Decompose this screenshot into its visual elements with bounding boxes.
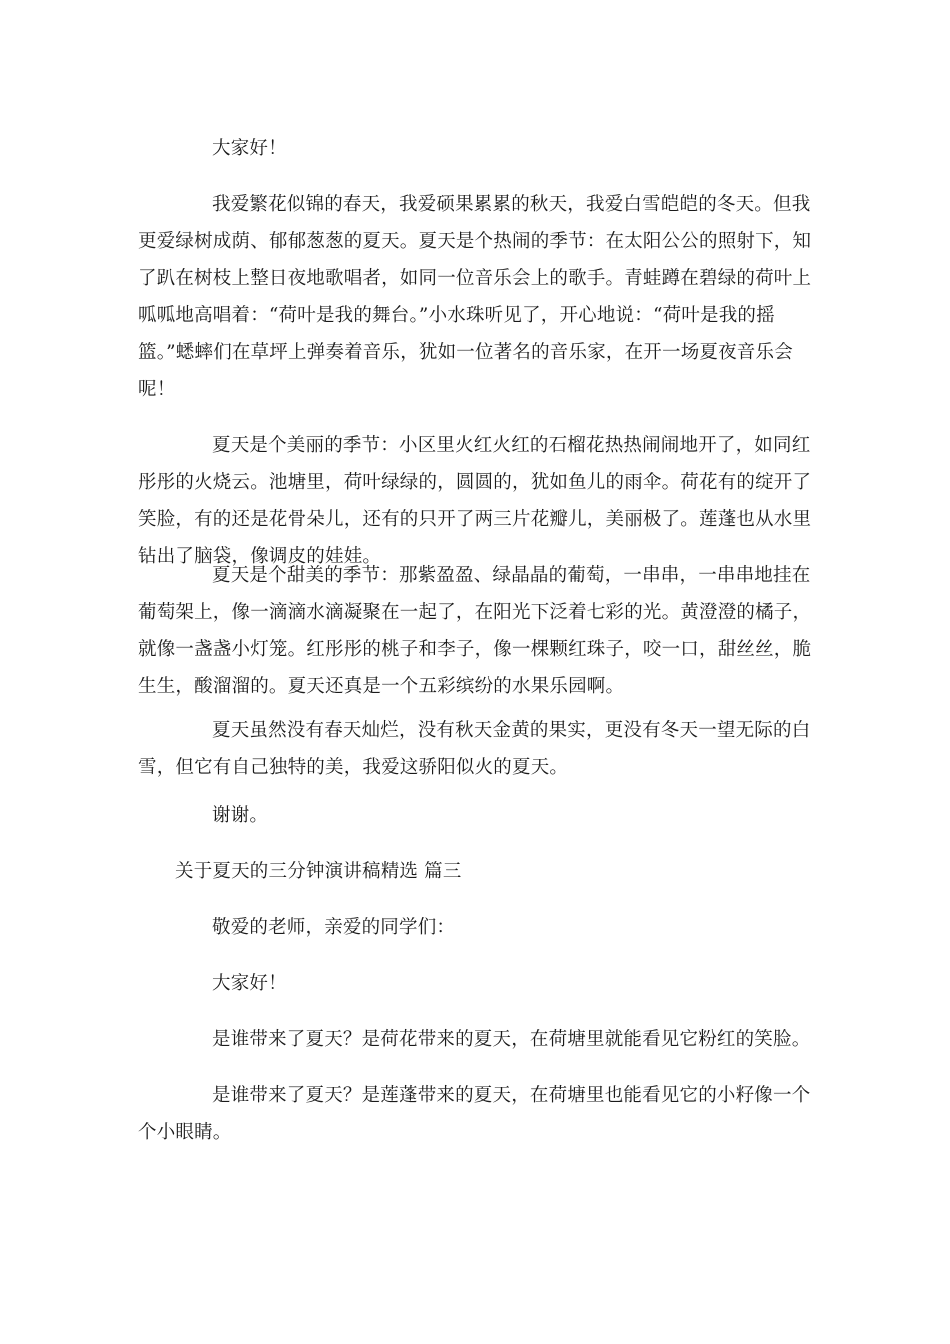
body-paragraph-lotus-flower: 是谁带来了夏天？是荷花带来的夏天，在荷塘里就能看见它粉红的笑脸。: [212, 1029, 811, 1050]
body-paragraph-summer-sweet: 夏天是个甜美的季节：那紫盈盈、绿晶晶的葡萄，一串串，一串串地挂在葡萄架上，像一滴滴水滴凝聚在一起了，在阳光下泛着七彩的光。黄澄澄的橘子，就像一盏盏小灯笼。红彤彤的桃子和李子，像一棵颗红珠子，咬一口，甜丝丝，脆生生，酸溜溜的。夏天还真是一个五彩缤纷的水果乐园啊。: [138, 565, 812, 697]
salutation-paragraph: 敬爱的老师，亲爱的同学们：: [212, 917, 456, 938]
body-paragraph-summer-unique: 夏天虽然没有春天灿烂，没有秋天金黄的果实，更没有冬天一望无际的白雪，但它有自己独特的美，我爱这骄阳似火的夏天。: [138, 720, 811, 778]
greeting-paragraph-2: 大家好！: [212, 973, 287, 994]
body-paragraph-lotus-pod: 是谁带来了夏天？是莲蓬带来的夏天，在荷塘里也能看见它的小籽像一个个小眼睛。: [138, 1085, 811, 1143]
body-paragraph-summer-beautiful: 夏天是个美丽的季节：小区里火红火红的石榴花热热闹闹地开了，如同红彤彤的火烧云。池塘里，荷叶绿绿的，圆圆的，犹如鱼儿的雨伞。荷花有的绽开了笑脸，有的还是花骨朵儿，还有的只开了两三片花瓣儿，美丽极了。莲蓬也从水里钻出了脑袋，像调皮的娃娃。: [138, 435, 812, 567]
thanks-paragraph: 谢谢。: [212, 805, 269, 826]
greeting-paragraph: 大家好！: [212, 138, 287, 159]
body-paragraph-summer-lively: 我爱繁花似锦的春天，我爱硕果累累的秋天，我爱白雪皑皑的冬天。但我更爱绿树成荫、郁郁葱葱的夏天。夏天是个热闹的季节：在太阳公公的照射下，知了趴在树枝上整日夜地歌唱者，如同一位音乐会上的歌手。青蛙蹲在碧绿的荷叶上呱呱地高唱着：“荷叶是我的舞台。”小水珠听见了，开心地说：“荷叶是我的摇篮。”蟋蟀们在草坪上弹奏着音乐，犹如一位著名的音乐家，在开一场夏夜音乐会呢！: [138, 194, 812, 400]
section-heading: 关于夏天的三分钟演讲稿精选 篇三: [175, 861, 462, 882]
